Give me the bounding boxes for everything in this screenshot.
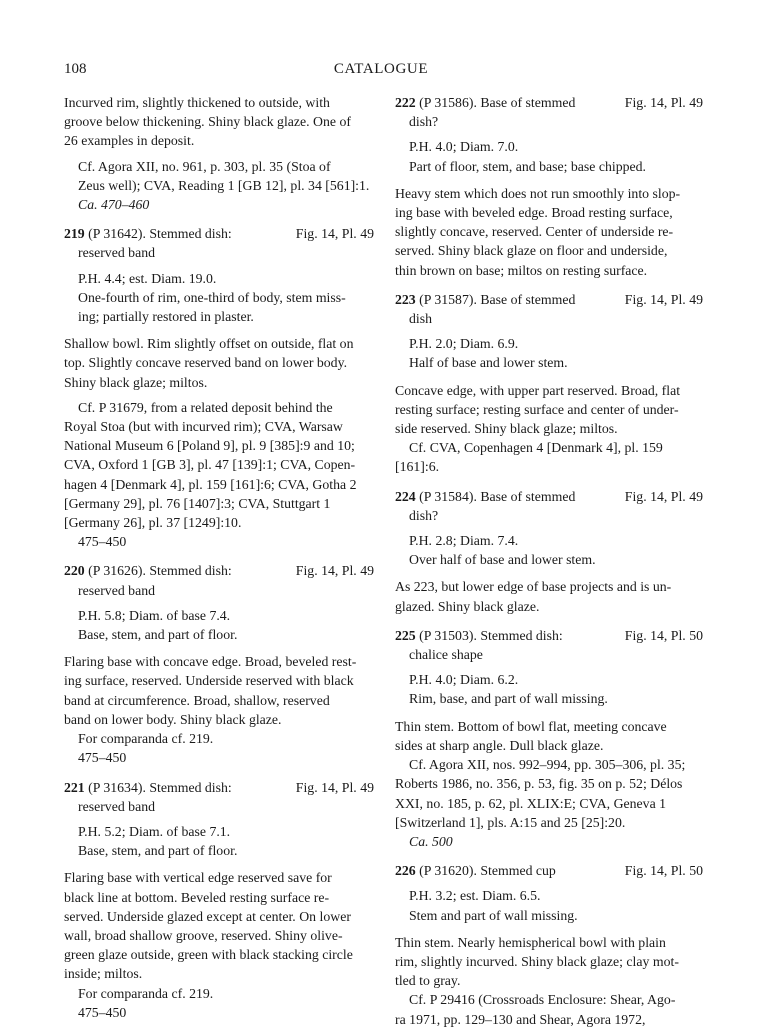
- entry-condition: Base, stem, and part of floor.: [78, 843, 238, 859]
- entry-condition: Rim, base, and part of wall missing.: [409, 691, 608, 707]
- right-column: [395, 93, 703, 1029]
- entry-comparanda: Cf. P 31679, from a related deposit behind the Royal Stoa (but with incurved rim); CVA, Warsaw National Museum 6 [Poland 9], pl. 9 [385]:9 and 10; CVA, Oxford 1 [GB 3], pl. 47 [139]:1; CVA, Copen- hagen 4 [Denmark 4], pl. 159 [161]:6; CVA, Gotha 2 [Germany 29], pl. 76 [1407]:3; CVA, Stuttgart 1 [Germany 26], pl. 37 [1249]:10.: [64, 399, 357, 531]
- catalogue-entry-223: [395, 290, 703, 477]
- entry-description: Thin stem. Nearly hemispherical bowl with plain rim, slightly incurved. Shiny black glaze; clay mot- tled to gray.: [395, 934, 679, 989]
- intro-description: Incurved rim, slightly thickened to outside, with groove below thickening. Shiny black glaze. One of 26 examples in deposit.: [64, 95, 351, 149]
- entry-measurements: P.H. 4.4; est. Diam. 19.0.: [78, 270, 217, 286]
- entry-condition: One-fourth of rim, one-third of body, stem miss- ing; partially restored in plaster.: [78, 289, 346, 325]
- entry-heading: 219 (P 31642). Stemmed dish: reserved band Fig. 14, Pl. 49: [64, 226, 374, 261]
- figure-reference: Fig. 14, Pl. 49: [295, 563, 374, 579]
- figure-reference: Fig. 14, Pl. 49: [295, 779, 374, 795]
- entry-number: 222: [395, 95, 416, 110]
- entry-number: 223: [395, 291, 416, 307]
- page-number: 108: [64, 61, 87, 77]
- entry-description: Flaring base with concave edge. Broad, beveled rest- ing surface, reserved. Underside reserved with black band at circumference. Broad, shallow, reserved band on lower body. Shiny black glaze.: [64, 654, 357, 727]
- figure-reference: Fig. 14, Pl. 49: [624, 95, 703, 110]
- entry-description: Flaring base with vertical edge reserved save for black line at bottom. Beveled resting surface re- served. Underside glazed except at center. On lower wall, broad shallow groove, reserved. Shiny olive- green glaze outside, green with black stacking circle inside; miltos.: [64, 870, 353, 982]
- entry-measurements: P.H. 3.2; est. Diam. 6.5.: [409, 888, 541, 904]
- entry-comparanda: Cf. P 29416 (Crossroads Enclosure: Shear, Ago- ra 1971, pp. 129–130 and Shear, Agora 1972,: [395, 992, 676, 1027]
- entry-measurements: P.H. 4.0; Diam. 6.2.: [409, 672, 519, 688]
- entry-comparanda: Cf. Agora XII, nos. 992–994, pp. 305–306, pl. 35; Roberts 1986, no. 356, p. 53, fig. 35 on p. 52; Délos XXI, no. 185, p. 62, pl. XLIX:E; CVA, Geneva 1 [Switzerland 1], pls. A:15 and 25 [25]:20.: [395, 757, 686, 830]
- entry-comparanda: Cf. CVA, Copenhagen 4 [Denmark 4], pl. 159 [161]:6.: [395, 440, 663, 475]
- entry-heading: 224 (P 31584). Base of stemmed dish? Fig. 14, Pl. 49: [395, 488, 703, 523]
- catalogue-entry-219: [64, 224, 374, 551]
- entry-number: 221: [64, 779, 85, 795]
- entry-condition: Half of base and lower stem.: [409, 355, 568, 371]
- figure-reference: Fig. 14, Pl. 49: [295, 226, 374, 242]
- left-column: [64, 93, 374, 1022]
- entry-measurements: P.H. 5.8; Diam. of base 7.4.: [78, 607, 231, 623]
- catalogue-entry-226: [395, 861, 703, 1029]
- entry-measurements: P.H. 2.0; Diam. 6.9.: [409, 336, 519, 352]
- entry-heading: 225 (P 31503). Stemmed dish: chalice shape Fig. 14, Pl. 50: [395, 627, 703, 663]
- entry-description: Thin stem. Bottom of bowl flat, meeting concave sides at sharp angle. Dull black glaze.: [395, 718, 667, 753]
- entry-number: 220: [64, 563, 85, 579]
- entry-date: 475–450: [78, 1004, 127, 1020]
- entry-date: 475–450: [78, 534, 127, 550]
- catalogue-entry-220: [64, 561, 374, 767]
- catalogue-entry-224: [395, 487, 703, 616]
- entry-condition: Stem and part of wall missing.: [409, 907, 578, 923]
- entry-description: Shallow bowl. Rim slightly offset on outside, flat on top. Slightly concave reserved band on lower body. Shiny black glaze; miltos.: [64, 336, 354, 390]
- intro-comparanda: Cf. Agora XII, no. 961, p. 303, pl. 35 (Stoa of Zeus well); CVA, Reading 1 [GB 12], pl. 34 [561]:1.: [78, 158, 370, 193]
- entry-measurements: P.H. 2.8; Diam. 7.4.: [409, 533, 519, 549]
- entry-description: As 223, but lower edge of base projects and is un- glazed. Shiny black glaze.: [395, 579, 672, 614]
- catalogue-entry-225: [395, 626, 703, 851]
- entry-measurements: P.H. 5.2; Diam. of base 7.1.: [78, 823, 231, 839]
- entry-description: Heavy stem which does not run smoothly into slop- ing base with beveled edge. Broad resting surface, slightly concave, reserved. Center of underside re- served. Shiny black glaze on floor and underside, thin brown on base; miltos on resting surface.: [395, 185, 681, 278]
- entry-date: 475–450: [78, 750, 127, 766]
- entry-condition: Over half of base and lower stem.: [409, 552, 596, 568]
- entry-heading: 226 (P 31620). Stemmed cup Fig. 14, Pl. 50: [395, 861, 703, 880]
- intro-date: Ca. 470–460: [78, 197, 150, 213]
- entry-number: 224: [395, 488, 416, 504]
- entry-condition: Base, stem, and part of floor.: [78, 627, 238, 643]
- entry-condition: Part of floor, stem, and base; base chipped.: [409, 158, 646, 174]
- figure-reference: Fig. 14, Pl. 49: [624, 488, 703, 504]
- catalogue-entry-221: [64, 778, 374, 1022]
- entry-number: 226: [395, 863, 416, 879]
- figure-reference: Fig. 14, Pl. 49: [624, 291, 703, 307]
- entry-heading: 223 (P 31587). Base of stemmed dish Fig. 14, Pl. 49: [395, 291, 703, 327]
- running-head: CATALOGUE: [333, 61, 429, 77]
- entry-description: Concave edge, with upper part reserved. Broad, flat resting surface; resting surface and center of under- side reserved. Shiny black glaze; miltos.: [395, 382, 681, 437]
- entry-comparanda: For comparanda cf. 219.: [78, 731, 214, 747]
- entry-number: 225: [395, 627, 416, 643]
- figure-reference: Fig. 14, Pl. 50: [624, 863, 703, 879]
- entry-comparanda: For comparanda cf. 219.: [78, 985, 214, 1001]
- entry-heading: 222 (P 31586). Base of stemmed dish? Fig. 14, Pl. 49: [395, 95, 703, 130]
- figure-reference: Fig. 14, Pl. 50: [624, 627, 703, 643]
- entry-number: 219: [64, 226, 85, 242]
- entry-date: Ca. 500: [409, 833, 453, 849]
- entry-measurements: P.H. 4.0; Diam. 7.0.: [409, 139, 519, 155]
- entry-heading: 221 (P 31634). Stemmed dish: reserved band Fig. 14, Pl. 49: [64, 779, 374, 814]
- entry-heading: 220 (P 31626). Stemmed dish: reserved band Fig. 14, Pl. 49: [64, 563, 374, 598]
- catalogue-entry-222: [395, 93, 703, 280]
